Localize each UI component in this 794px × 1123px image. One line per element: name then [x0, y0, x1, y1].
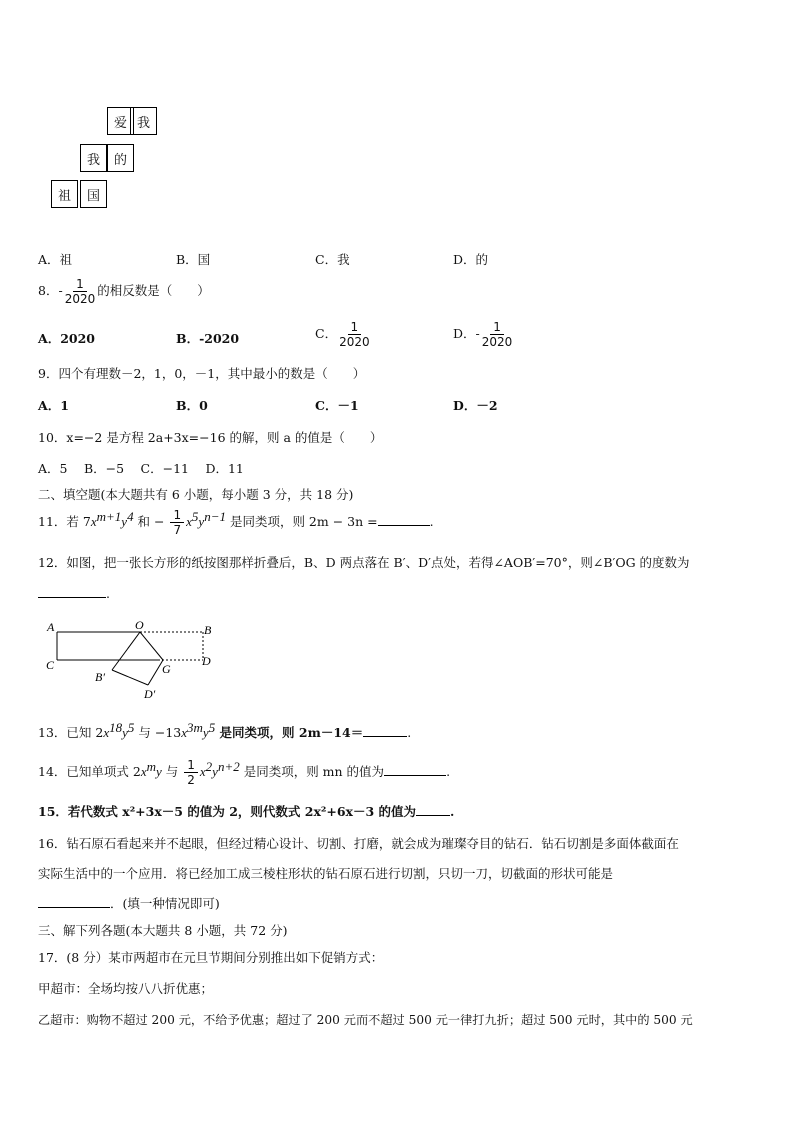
exp: m+1: [96, 508, 122, 524]
var-y: y: [156, 764, 162, 779]
q16-end: ．(填一种情况即可): [110, 896, 220, 911]
q8-option-a: A．2020: [38, 331, 95, 346]
frac-den: 2020: [64, 292, 96, 306]
net-cell-text: 的: [113, 152, 127, 168]
q10-options: A．5 B．−5 C．−11 D．11: [38, 461, 244, 476]
frac-num: 1: [170, 508, 184, 523]
q8-option-d: [453, 320, 514, 349]
net-cell-text: 我: [86, 152, 100, 168]
q15-stem: [38, 802, 454, 820]
exp: n+2: [217, 758, 240, 774]
frac-den: 2020: [339, 335, 370, 349]
option-label: C．: [315, 326, 338, 341]
q8-suffix: 的相反数是（ ）: [97, 283, 210, 298]
q13-part: 是同类项，则 2m－14＝: [215, 725, 364, 740]
var-x: x: [181, 725, 188, 740]
q11-part: 是同类项，则 2m − 3n =: [225, 514, 378, 529]
q14-stem: [38, 758, 450, 787]
q8-prefix: 8．-: [38, 283, 63, 298]
frac-num: 1: [348, 320, 362, 335]
net-cell: [51, 180, 78, 208]
q8-fraction: [65, 277, 96, 306]
q10-stem: 10．x=−2 是方程 2a+3x=−16 的解，则 a 的值是（ ）: [38, 430, 383, 445]
label-c: C: [46, 658, 55, 672]
q14-end: .: [446, 764, 451, 779]
q9-option-c: C．－1: [315, 398, 359, 413]
q16-line1: 16．钻石原石看起来并不起眼，但经过精心设计、切割、打磨，就会成为璀璨夺目的钻石．钻石切割是多面体截面在: [38, 836, 679, 851]
exp: m: [146, 758, 157, 774]
exp: 3m: [187, 719, 203, 735]
q9-option-b: B．0: [176, 398, 208, 413]
exp: 5: [127, 719, 135, 735]
label-d: D: [202, 654, 211, 668]
net-cell-text: 国: [86, 188, 100, 204]
q7-option-a: A．祖: [38, 252, 73, 267]
q17-line3: 乙超市：购物不超过 200 元，不给予优惠；超过了 200 元而不超过 500 元一律打九折；超过 500 元时，其中的 500 元: [38, 1013, 693, 1027]
net-cell: [130, 107, 157, 135]
answer-blank: [384, 775, 446, 776]
var-x: x: [199, 764, 206, 779]
fold-figure: [40, 615, 230, 705]
net-cell: [80, 144, 107, 172]
q8-stem: [38, 277, 210, 306]
net-cell-text: 爱: [113, 115, 127, 131]
q12-end: .: [106, 586, 110, 601]
segment-b-prime-d-prime: [112, 670, 148, 685]
q7-option-d: D．的: [453, 252, 489, 267]
q12-line2: [38, 586, 110, 601]
q13-stem: [38, 719, 412, 741]
frac-num: 1: [73, 277, 87, 292]
q16-line2: 实际生活中的一个应用．将已经加工成三棱柱形状的钻石原石进行切割，只切一刀，切截面的形状可能是: [38, 866, 614, 881]
segment-ob-prime: [112, 632, 140, 670]
q8-option-b: B．-2020: [176, 331, 240, 346]
q8-c-fraction: [339, 320, 370, 349]
q9-stem: 9．四个有理数－2，1，0，－1，其中最小的数是（ ）: [38, 366, 366, 381]
q15-end: .: [450, 804, 455, 819]
var-x: x: [103, 725, 110, 740]
net-cell: [107, 144, 134, 172]
answer-blank: [378, 525, 430, 526]
q9-option-a: A．1: [38, 398, 69, 413]
var-y: y: [198, 514, 205, 529]
q8-d-fraction: [482, 320, 513, 349]
q13-part: 与 −13: [134, 725, 182, 740]
q11-end: .: [429, 514, 434, 529]
q15-text: 15．若代数式 x²+3x－5 的值为 2，则代数式 2x²+6x－3 的值为: [38, 804, 417, 819]
frac-den: 2: [187, 773, 195, 787]
exp: 5: [208, 719, 216, 735]
q11-fraction: [170, 508, 184, 537]
q13-part: 13．已知 2: [38, 725, 104, 740]
var-y: y: [202, 725, 209, 740]
segment-d-prime-g: [148, 660, 163, 685]
frac-den: 7: [173, 523, 182, 537]
q17-line1: 17．(8 分）某市两超市在元旦节期间分别推出如下促销方式：: [38, 950, 384, 965]
q11-part: 和 −: [133, 514, 169, 529]
q14-part: 与: [161, 764, 183, 779]
q13-end: .: [407, 725, 412, 740]
exp: n−1: [204, 508, 226, 524]
q14-fraction: [184, 758, 198, 787]
var-x: x: [140, 764, 147, 779]
exp: 4: [127, 508, 134, 524]
exp: 18: [109, 719, 123, 735]
q12-line1: 12．如图，把一张长方形的纸按图那样折叠后，B、D 两点落在 B′、D′点处，若得∠AOB′=70°，则∠B′OG 的度数为: [38, 555, 690, 570]
q9-option-d: D．－2: [453, 398, 498, 413]
q11-stem: [38, 508, 434, 537]
answer-blank: [38, 907, 110, 908]
segment-og: [140, 632, 163, 660]
net-cell-text: 祖: [57, 188, 71, 204]
q7-option-c: C．我: [315, 252, 350, 267]
exp: 2: [205, 758, 213, 774]
section-3-heading: 三、解下列各题(本大题共 8 小题，共 72 分): [38, 923, 288, 938]
frac-den: 2020: [481, 335, 513, 349]
net-cell-text: 我: [136, 115, 150, 131]
q16-line3: [38, 894, 220, 912]
answer-blank: [38, 597, 106, 598]
var-y: y: [212, 764, 218, 779]
q11-part: 11．若 7: [38, 514, 91, 529]
label-d-prime: D′: [144, 687, 156, 701]
var-y: y: [121, 514, 128, 529]
label-g: G: [162, 662, 171, 676]
answer-blank: [416, 815, 450, 816]
answer-blank: [363, 736, 407, 737]
option-label: D．-: [453, 326, 480, 341]
q7-option-b: B．国: [176, 252, 211, 267]
frac-num: 1: [184, 758, 198, 773]
net-cell: [80, 180, 107, 208]
label-b: B: [204, 623, 212, 637]
q8-option-c: [315, 320, 372, 349]
section-2-heading: 二、填空题(本大题共有 6 小题，每小题 3 分，共 18 分): [38, 487, 354, 502]
var-y: y: [122, 725, 128, 740]
q14-part: 14．已知单项式 2: [38, 764, 141, 779]
frac-num: 1: [490, 320, 504, 335]
q17-line2: 甲超市：全场均按八八折优惠；: [38, 981, 214, 996]
label-a: A: [47, 620, 55, 634]
exp: 5: [191, 508, 199, 524]
var-x: x: [186, 514, 192, 529]
var-x: x: [90, 514, 97, 529]
label-b-prime: B′: [95, 670, 105, 684]
label-o: O: [135, 618, 144, 632]
q14-part: 是同类项，则 mn 的值为: [239, 764, 385, 779]
